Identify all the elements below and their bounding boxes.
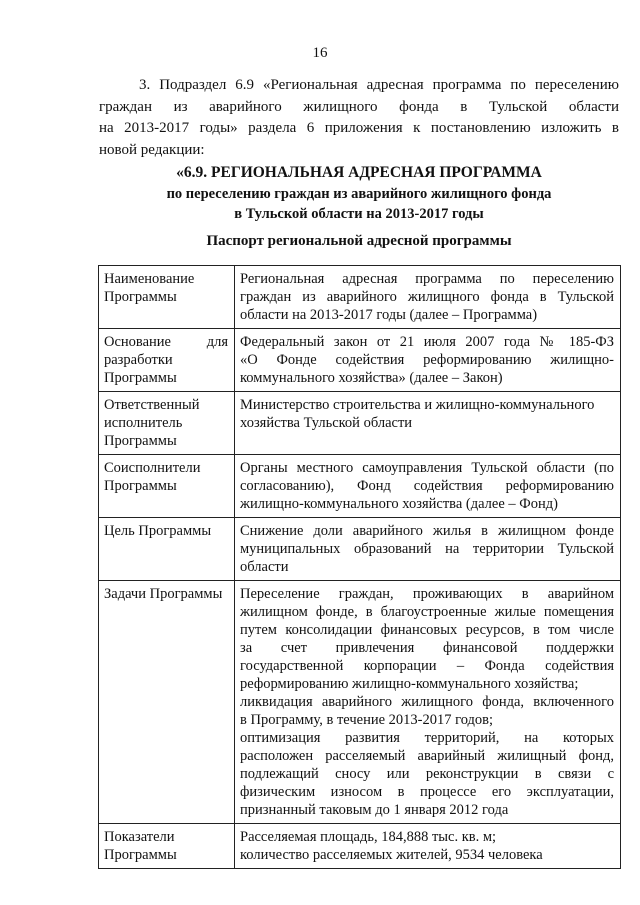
- cell-line: за счет привлечения финансовой поддержки: [240, 640, 614, 656]
- row-value-cell: [235, 329, 621, 392]
- cell-line: количество расселяемых жителей, 9534 человека: [240, 847, 543, 863]
- cell-line: Программы: [104, 847, 177, 863]
- row-name-cell: [99, 266, 235, 329]
- heading-line: «6.9. РЕГИОНАЛЬНАЯ АДРЕСНАЯ ПРОГРАММА: [176, 164, 542, 181]
- cell-line: Соисполнители: [104, 460, 201, 476]
- cell-line: физическим износом в процессе его эксплуатации,: [240, 784, 614, 800]
- cell-line: Программы: [104, 478, 177, 494]
- row-value-cell: [235, 392, 621, 455]
- cell-line: путем консолидации финансовых ресурсов, в том числе: [240, 622, 614, 638]
- cell-line: коммунального хозяйства» (далее – Закон): [240, 370, 503, 386]
- cell-line: области на 2013-2017 годы (далее – Программа): [240, 307, 538, 323]
- cell-line: жилищном фонде, в благоустроенные жилые помещения: [240, 604, 614, 620]
- cell-line: подлежащий сносу или реконструкции в связи с: [240, 766, 614, 782]
- table-row: [99, 392, 621, 455]
- cell-line: оптимизация развития территорий, на которых: [240, 730, 614, 746]
- row-value-cell: [235, 824, 621, 869]
- table-row: [99, 824, 621, 869]
- row-name-cell: [99, 392, 235, 455]
- table-row: [99, 329, 621, 392]
- cell-line: жилищно-коммунального хозяйства (далее – Фонд): [240, 496, 558, 512]
- table-row: [99, 581, 621, 824]
- row-name-cell: [99, 824, 235, 869]
- cell-line: в Программу, в течение 2013-2017 годов;: [240, 712, 494, 728]
- row-name-cell: [99, 329, 235, 392]
- cell-line: разработки: [104, 352, 173, 368]
- cell-line: исполнитель: [104, 415, 183, 431]
- cell-line: Региональная адресная программа по переселению: [240, 271, 614, 287]
- heading-line: в Тульской области на 2013-2017 годы: [234, 206, 484, 222]
- cell-line: Основание для: [104, 334, 228, 350]
- row-name-cell: [99, 455, 235, 518]
- cell-line: Расселяемая площадь, 184,888 тыс. кв. м;: [240, 829, 497, 845]
- cell-line: Программы: [104, 370, 177, 386]
- passport-table: [98, 265, 621, 869]
- cell-line: «О Фонде содействия реформированию жилищно-: [240, 352, 614, 368]
- cell-line: Показатели: [104, 829, 175, 845]
- cell-line: признанный таковым до 1 января 2012 года: [240, 802, 509, 818]
- cell-line: реформированию жилищно-коммунального хозяйства;: [240, 676, 579, 692]
- cell-line: области: [240, 559, 289, 575]
- cell-line: согласованию), Фонд содействия реформированию: [240, 478, 614, 494]
- row-value-cell: [235, 266, 621, 329]
- cell-line: Снижение доли аварийного жилья в жилищном фонде: [240, 523, 614, 539]
- page-number: 16: [312, 45, 328, 61]
- cell-line: Программы: [104, 289, 177, 305]
- cell-line: хозяйства Тульской области: [240, 415, 413, 431]
- heading-line: по переселению граждан из аварийного жилищного фонда: [166, 186, 552, 202]
- cell-line: граждан из аварийного жилищного фонда в Тульской: [240, 289, 614, 305]
- cell-line: расположен расселяемый аварийный жилищный фонд,: [240, 748, 614, 764]
- cell-line: Органы местного самоуправления Тульской области (по: [240, 460, 614, 476]
- cell-line: ликвидация аварийного жилищного фонда, включенного: [240, 694, 614, 710]
- table-row: [99, 518, 621, 581]
- passport-title: Паспорт региональной адресной программы: [206, 233, 512, 249]
- table-row: [99, 455, 621, 518]
- row-value-cell: [235, 455, 621, 518]
- intro-line: новой редакции:: [99, 141, 205, 158]
- cell-line: Федеральный закон от 21 июля 2007 года № 185-ФЗ: [240, 334, 614, 350]
- row-value-cell: [235, 518, 621, 581]
- cell-line: Переселение граждан, проживающих в аварийном: [240, 586, 614, 602]
- intro-line: 3. Подраздел 6.9 «Региональная адресная программа по переселению: [139, 77, 619, 93]
- intro-paragraph: [99, 75, 619, 161]
- cell-line: Цель Программы: [104, 523, 212, 539]
- intro-line: на 2013-2017 годы» раздела 6 приложения к постановлению изложить в: [99, 120, 619, 136]
- cell-line: Задачи Программы: [104, 586, 223, 602]
- cell-line: Министерство строительства и жилищно-коммунального: [240, 397, 595, 413]
- intro-line: граждан из аварийного жилищного фонда в Тульской области: [99, 98, 619, 115]
- cell-line: Ответственный: [104, 397, 200, 413]
- cell-line: Программы: [104, 433, 177, 449]
- cell-line: государственной корпорации – Фонда содействия: [240, 658, 614, 674]
- section-heading: [99, 162, 619, 224]
- table-row: [99, 266, 621, 329]
- cell-line: муниципальных образований на территории Тульской: [240, 541, 614, 557]
- row-value-cell: [235, 581, 621, 824]
- row-name-cell: [99, 581, 235, 824]
- row-name-cell: [99, 518, 235, 581]
- cell-line: Наименование: [104, 271, 195, 287]
